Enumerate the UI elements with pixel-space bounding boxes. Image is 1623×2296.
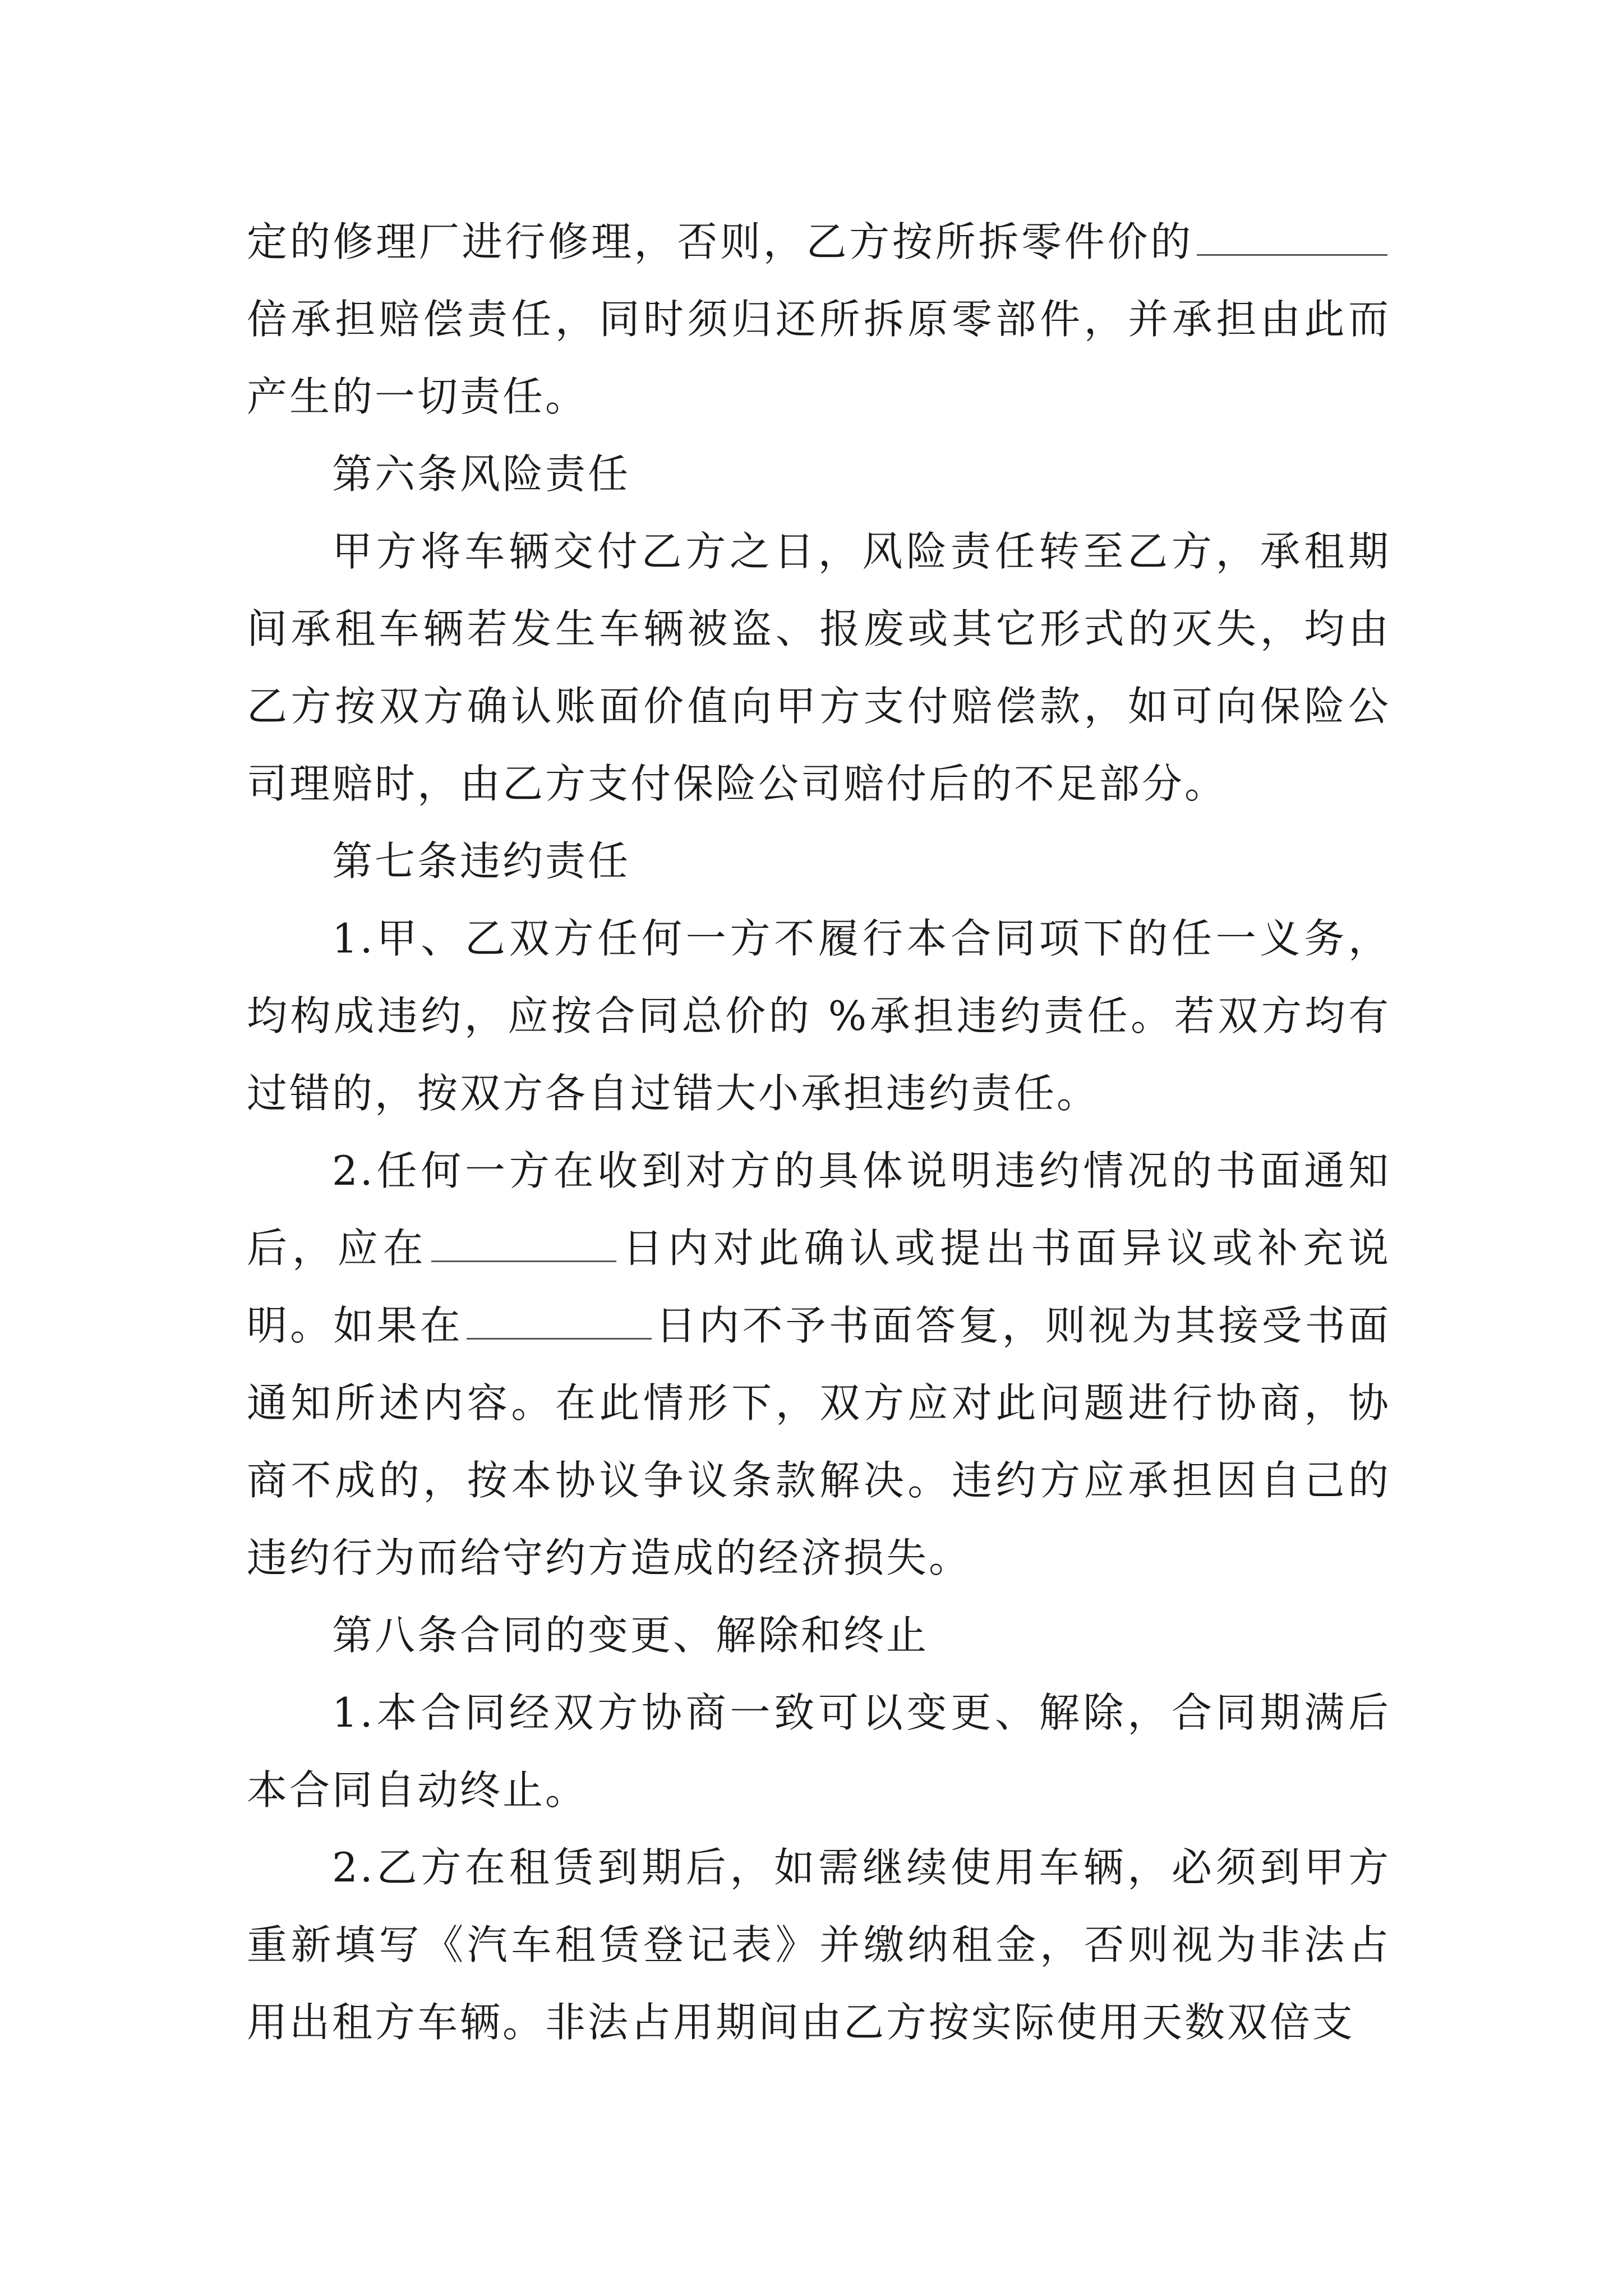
- section-heading-article-7: 第七条违约责任: [332, 838, 631, 885]
- paragraph-repair-liability: [247, 203, 1391, 435]
- paragraph-text: 倍承担赔偿责任，同时须归还所拆原零部件，并承担由此而产生的一切责任。: [247, 296, 1391, 420]
- section-heading-article-6: 第六条风险责任: [332, 450, 631, 498]
- fill-in-blank-days-confirm: [431, 1227, 616, 1262]
- paragraph-text: 日内不予书面答复，则视为其接受书面通知所述内容。在此情形下，双方应对此问题进行协商，协商不成的，按本协议争议条款解决。违约方应承担因自己的违约行为而给守约方造成的经济损失。: [247, 1302, 1391, 1581]
- paragraph-breach-clause-2: [247, 1132, 1391, 1596]
- section-heading-article-8: 第八条合同的变更、解除和终止: [332, 1612, 929, 1659]
- paragraph-text: 定的修理厂进行修理，否则，乙方按所拆零件价的: [247, 218, 1193, 265]
- paragraph-text: 日内对此确认或提出书面异议或补充说明。如果在: [247, 1225, 1391, 1349]
- fill-in-blank-multiplier: [1197, 220, 1387, 256]
- document-body: [247, 203, 1391, 2061]
- paragraph-termination-clause-1: 1.本合同经双方协商一致可以变更、解除，合同期满后本合同自动终止。: [247, 1689, 1391, 1814]
- paragraph-termination-clause-2: 2.乙方在租赁到期后，如需继续使用车辆，必须到甲方重新填写《汽车租赁登记表》并缴纳租金，否则视为非法占用出租方车辆。非法占用期间由乙方按实际使用天数双倍支: [247, 1844, 1391, 2046]
- paragraph-breach-clause-1: 1.甲、乙双方任何一方不履行本合同项下的任一义务，均构成违约，应按合同总价的 %承担违约责任。若双方均有过错的，按双方各自过错大小承担违约责任。: [247, 915, 1391, 1117]
- paragraph-risk-liability: 甲方将车辆交付乙方之日，风险责任转至乙方，承租期间承租车辆若发生车辆被盗、报废或其它形式的灭失，均由乙方按双方确认账面价值向甲方支付赔偿款，如可向保险公司理赔时，由乙方支付保险公司赔付后的不足部分。: [247, 528, 1391, 807]
- paragraph-text: 2.任何一方在收到对方的具体说明违约情况的书面通知后，应在: [247, 1147, 1391, 1272]
- fill-in-blank-days-reply: [467, 1304, 652, 1340]
